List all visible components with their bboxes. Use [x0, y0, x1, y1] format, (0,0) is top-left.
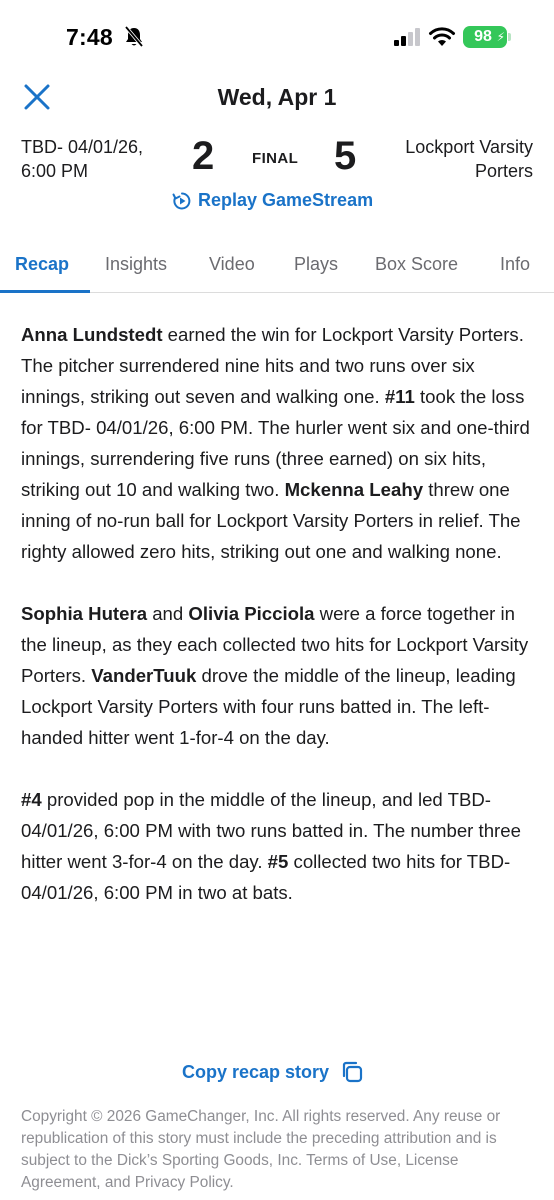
story-paragraph-1 — [21, 319, 537, 567]
charging-bolt-icon: ⚡ — [496, 30, 505, 44]
player-name[interactable]: VanderTuuk — [91, 665, 197, 686]
game-status: FINAL — [252, 150, 299, 167]
home-score: 2 — [192, 134, 215, 178]
home-team-name[interactable] — [21, 135, 181, 183]
player-name[interactable]: Sophia Hutera — [21, 603, 148, 624]
tab-box-score[interactable]: Box Score — [375, 254, 459, 274]
tab-recap[interactable]: Recap — [15, 254, 70, 274]
copy-recap-button[interactable] — [182, 1059, 365, 1085]
tab-video[interactable]: Video — [209, 254, 255, 274]
tab-plays[interactable]: Plays — [294, 254, 339, 274]
story-text: threw one inning of no-run ball for Lockport Varsity Porters in relief. The righty allowed zero hits, striking out one and walking none. — [21, 479, 521, 562]
status-time: 7:48 — [66, 24, 113, 50]
page-title: Wed, Apr 1 — [217, 84, 337, 110]
copy-icon — [339, 1059, 365, 1085]
player-name[interactable]: Anna Lundstedt — [21, 324, 163, 345]
replay-label: Replay GameStream — [198, 190, 374, 210]
battery-tip — [508, 33, 511, 41]
wifi-icon — [428, 26, 456, 48]
battery-level: 98 — [474, 28, 492, 45]
story-text: collected two hits for TBD- 04/01/26, 6:00 PM in two at bats. — [21, 851, 511, 903]
player-name[interactable]: Olivia Picciola — [188, 603, 315, 624]
away-team-line1: Lockport Varsity — [405, 137, 533, 157]
story-text: and — [147, 603, 189, 624]
tab-info[interactable]: Info — [500, 254, 531, 274]
away-score: 5 — [334, 134, 357, 178]
home-team-line2: 6:00 PM — [21, 161, 89, 181]
player-name[interactable]: #5 — [267, 851, 289, 872]
story-text: drove the middle of the lineup, leading Lockport Varsity Porters with four runs batted in. The left-handed hitter went 1-for-4 on the day. — [21, 665, 516, 748]
copy-recap-label: Copy recap story — [182, 1061, 330, 1082]
away-team-name[interactable] — [363, 135, 533, 183]
status-bar — [0, 0, 554, 70]
tab-insights[interactable]: Insights — [105, 254, 168, 274]
bell-slash-icon — [124, 26, 144, 48]
home-team-line1: TBD- 04/01/26, — [21, 137, 144, 157]
cellular-signal-icon — [393, 27, 421, 47]
tab-bar — [0, 240, 554, 293]
story-text: earned the win for Lockport Varsity Porters. The pitcher surrendered nine hits and two runs over six innings, striking out seven and walking one. — [21, 324, 524, 407]
copyright-notice: Copyright © 2026 GameChanger, Inc. All rights reserved. Any reuse or republication of this story must include the preceding attribution and is subject to the Dick’s Sporting Goods, Inc. Terms of Use, License Agreement, and Privacy Policy. — [21, 1108, 501, 1191]
player-name[interactable]: #11 — [384, 386, 415, 407]
active-tab-indicator — [0, 290, 90, 293]
recap-story — [21, 319, 537, 939]
player-name[interactable]: Mckenna Leahy — [284, 479, 424, 500]
replay-gamestream-button[interactable] — [172, 190, 373, 211]
story-text: provided pop in the middle of the lineup, and led TBD- 04/01/26, 6:00 PM with two runs batted in. The number three hitter went 3-for-4 on the day. — [21, 789, 521, 872]
story-text: were a force together in the lineup, as they each collected two hits for Lockport Varsity Porters. — [21, 603, 529, 686]
replay-icon — [172, 191, 192, 211]
story-text: took the loss for TBD- 04/01/26, 6:00 PM. The hurler went six and one-third innings, surrendering five runs (three earned) on six hits, striking out 10 and walking two. — [21, 386, 530, 500]
battery-icon — [463, 26, 507, 48]
story-paragraph-2 — [21, 598, 537, 753]
story-paragraph-3 — [21, 784, 537, 908]
away-team-line2: Porters — [474, 161, 533, 181]
player-name[interactable]: #4 — [21, 789, 42, 810]
